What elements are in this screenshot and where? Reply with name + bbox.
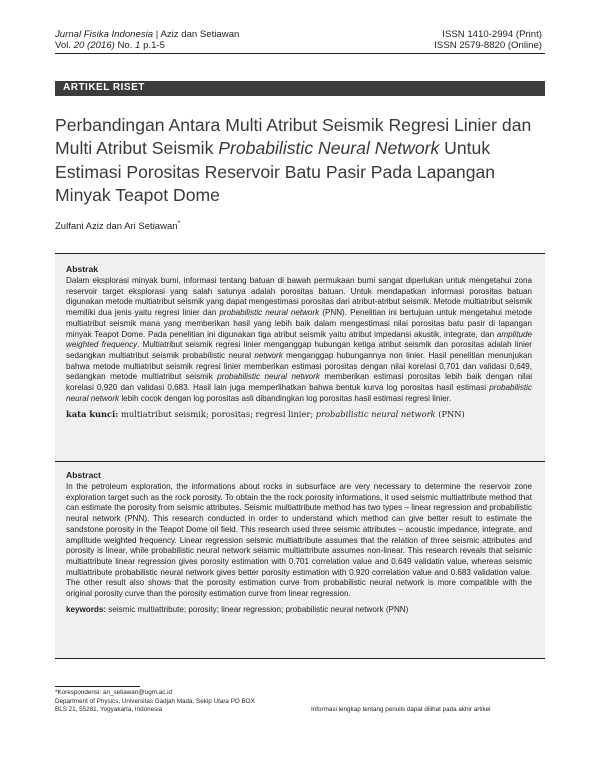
keywords-label: keywords: — [66, 604, 107, 614]
issn-online: ISSN 2579-8820 (Online) — [434, 40, 542, 51]
abstrak-text-3: . Multiatribut seismik regresi linier menganggap hubungan ketiga atribut seismik dan porositas adalah linier sedangkan multiatribut seismik probabilistic neural — [66, 340, 532, 360]
volume-line — [55, 40, 239, 51]
kata-kunci — [66, 409, 532, 419]
section-label: ARTIKEL RISET — [63, 82, 145, 93]
kata-kunci-italic: probabilistic neural network — [315, 409, 436, 420]
vol-number: 20 — [73, 40, 85, 51]
abstrak-text-4: menganggap hubungannya non linier. Hasil penelitian menunjukan bahwa metode multiatribut seismik regresi linier memberikan estimasi porositas dengan nilai korelasi 0,701 dan validasi 0,649, sedangkan metode multiatribut seismik — [66, 350, 532, 382]
issn-print: ISSN 1410-2994 (Print) — [442, 29, 542, 40]
abstrak-text-2: (PNN). Penelitian ini bertujuan untuk mengetahui metode multiatribut seismik mana yang memberikan hasil yang lebih baik dalam mengestimasi nilai porositas batu pasir di lapangan minyak Teapot Dome. Pada penelitian ini digunakan tiga atribut seismik yaitu atribut impedansi akustik, integrate, dan — [66, 308, 532, 339]
footnote-rule — [55, 686, 140, 687]
affiliation-line-1: Department of Physics, Universitas Gadjah Mada, Sekip Utara PO BOX — [55, 697, 255, 705]
author-names: Zulfani Aziz dan Ari Setiawan — [55, 221, 178, 233]
correspondence: *Korespondensi: ari_setiawan@ugm.ac.id — [55, 689, 173, 696]
article-title — [55, 114, 545, 208]
header-authors: Aziz dan Setiawan — [160, 29, 240, 40]
abstrak-text-6: lebih cocok dengan log porositas asli dibandingkan log porositas hasil estimasi regresi linier. — [119, 393, 452, 403]
issue-number: 1 — [135, 40, 141, 51]
corresponding-mark: * — [177, 220, 181, 227]
section-label-bar — [55, 81, 545, 96]
abstract-heading: Abstract — [66, 470, 101, 480]
kata-kunci-end: (PNN) — [435, 409, 465, 420]
no-label: No. — [117, 40, 133, 51]
abstrak-text-1: Dalam eksplorasi minyak bumi, informasi tentang batuan di bawah permukaan bumi sangat diperlukan untuk mengetahui zona reservoir target eksplorasi yang salah satunya adalah porositas batuan. Untuk mendapatkan informasi porositas batuan digunakan metode multiatribut seismik yang dapat mengestimasi porositas dari atribut-atribut seismik. Metode multiatribut seismik memiliki dua jenis yaitu regresi linier dan — [66, 276, 532, 318]
abstract-body: In the petroleum exploration, the informations about rocks in subsurface are very necessary to determine the reservoir zone exploration target such as the rock porosity. To obtain the the rock porosity informations, it used seismic multiattribute method that can estimate the porosity from seismic attributes. Seismic multiattribute method has two types – linear regression and probabilistic neural network (PNN). This research conducted in order to understand which method can give better result to estimate the sandstone porosity in the Teapot Dome oil field. This research used three seismic attributes – acoustic impedance, integrate, and amplitude weighted frequency. Linear regression seismic multiattribute assumes that the relation of three seismic attributes and porosity is linear, while probabilistic neural network seismic multiattribute assumes non-linear. This research reveals that seismic multiattribute linear regression gives porosity estimation with 0.701 correlation value and 0.649 validatin value, whereas seismic multiattribute probabilistic neural network gives better porosity estimation with 0.920 correlation value and 0.683 validation value. The other result also shows that the porosity estimation curve from probabilistic neural network is more compatible with the original porosity curve than the porosity estimation curve from linear regression. — [66, 482, 532, 599]
kata-kunci-label: kata kunci: — [66, 409, 119, 420]
abstrak-text-5: memberikan estimasi porositas lebih baik dengan nilai korelasi 0,920 dan validasi 0,683. Hasil lain juga memperlihatkan bahwa bentuk kurva log porositas hasil estimasi — [66, 372, 532, 393]
vol-label: Vol. — [55, 40, 72, 51]
author-line — [55, 220, 180, 232]
header-separator: | — [155, 29, 159, 40]
abstrak-italic-5: probabilistic neural network — [66, 383, 532, 403]
page-range: p.1-5 — [143, 40, 165, 51]
title-part-2: Untuk Estimasi Porositas Reservoir Batu Pasir Pada Lapangan Minyak Teapot Dome — [55, 138, 496, 206]
header-rule — [55, 53, 545, 54]
journal-line — [55, 29, 239, 40]
abstrak-italic-3: network — [254, 350, 283, 360]
keywords — [66, 605, 532, 614]
title-italic: Probabilistic Neural Network — [218, 138, 440, 159]
abstrak-body — [66, 276, 532, 404]
abstrak-heading: Abstrak — [66, 264, 98, 274]
abstract-en-section — [66, 470, 532, 614]
journal-name: Jurnal Fisika Indonesia — [55, 29, 154, 40]
keywords-text: seismic multiattribute; porosity; linear regression; probabilistic neural network (PNN) — [106, 604, 409, 614]
abstract-divider — [55, 461, 545, 462]
affiliation-line-2: BLS 21, 55281, Yogyakarta, Indonesia — [55, 706, 163, 714]
kata-kunci-text: multiatribut seismik; porositas; regresi linier; — [118, 409, 316, 420]
abstrak-italic-1: probabilistic neural network — [219, 308, 320, 318]
title-part-1: Perbandingan Antara Multi Atribut Seismik Regresi Linier dan Multi Atribut Seismik — [55, 115, 532, 159]
abstrak-section — [66, 264, 532, 419]
author-info-note: Informasi lengkap tentang penulis dapat dilihat pada akhir artikel — [311, 706, 491, 713]
abstrak-italic-4: probabilistic neural network — [217, 372, 320, 382]
running-header-left — [55, 29, 239, 51]
abstrak-italic-2: amplitude weighted frequency — [66, 329, 532, 350]
running-header-right — [434, 29, 542, 51]
footnote — [55, 689, 305, 715]
vol-year: (2016) — [87, 40, 115, 51]
abstract-box — [55, 253, 545, 659]
